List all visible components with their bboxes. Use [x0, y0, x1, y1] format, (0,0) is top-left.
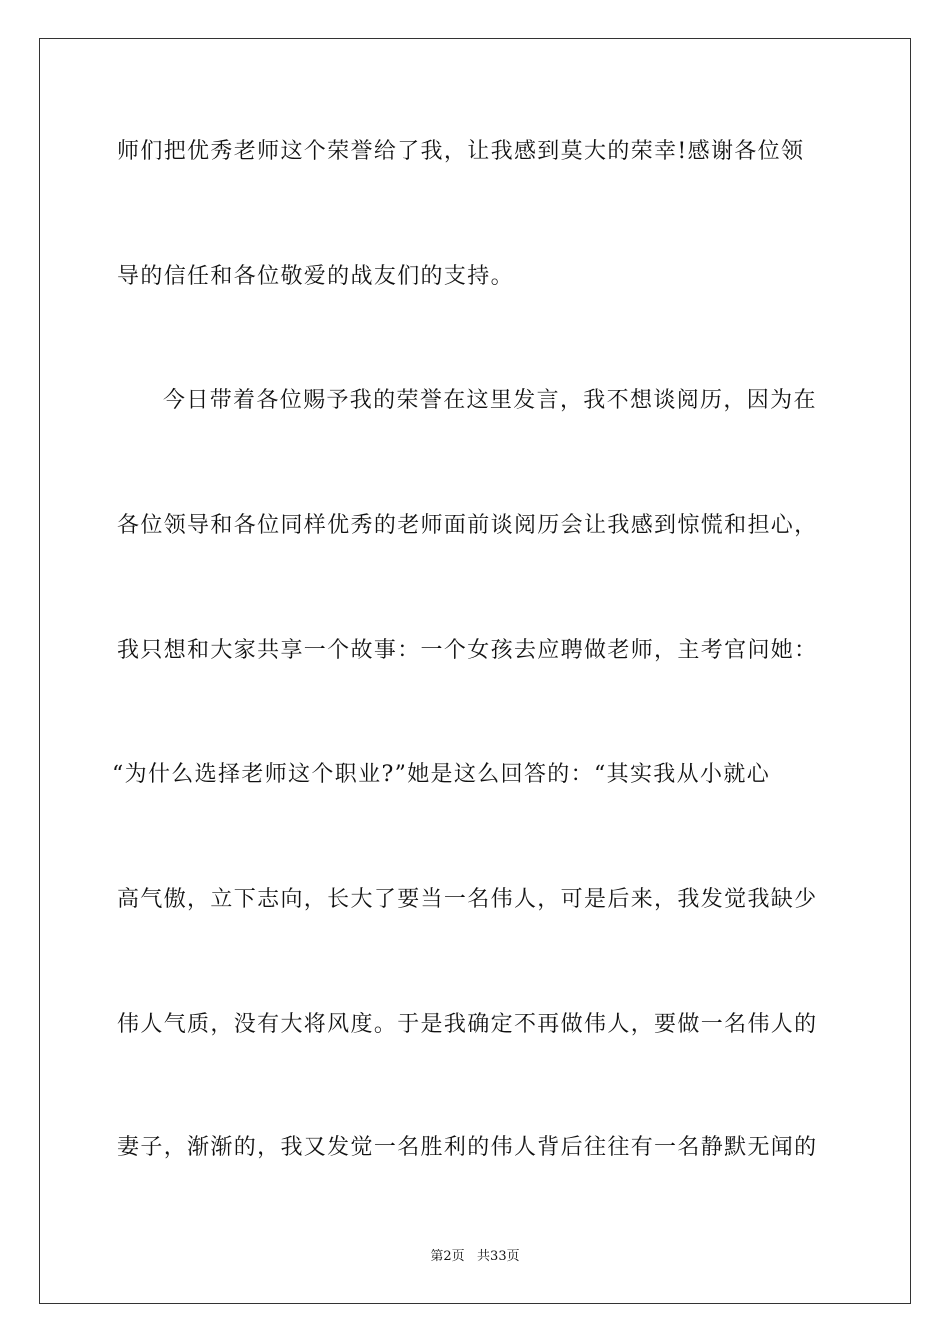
text-line-2: 导的信任和各位敬爱的战友们的支持。 [117, 264, 514, 289]
text-line-5: 我只想和大家共享一个故事：一个女孩去应聘做老师，主考官问她： [117, 638, 818, 663]
text-line-7: 高气傲，立下志向，长大了要当一名伟人，可是后来，我发觉我缺少 [117, 887, 818, 912]
text-line-9: 妻子，渐渐的，我又发觉一名胜利的伟人背后往往有一名静默无闻的 [117, 1135, 818, 1160]
text-line-3-paragraph-start: 今日带着各位赐予我的荣誉在这里发言，我不想谈阅历，因为在 [163, 388, 817, 413]
page-number-footer: 第2页 共33页 [430, 1249, 520, 1264]
text-line-1: 师们把优秀老师这个荣誉给了我，让我感到莫大的荣幸!感谢各位领 [117, 139, 805, 164]
page-border [39, 38, 911, 1304]
text-line-8: 伟人气质，没有大将风度。于是我确定不再做伟人，要做一名伟人的 [117, 1012, 818, 1037]
text-line-4: 各位领导和各位同样优秀的老师面前谈阅历会让我感到惊慌和担心， [117, 513, 818, 538]
text-line-6: “为什么选择老师这个职业?”她是这么回答的：“其实我从小就心 [112, 762, 771, 787]
